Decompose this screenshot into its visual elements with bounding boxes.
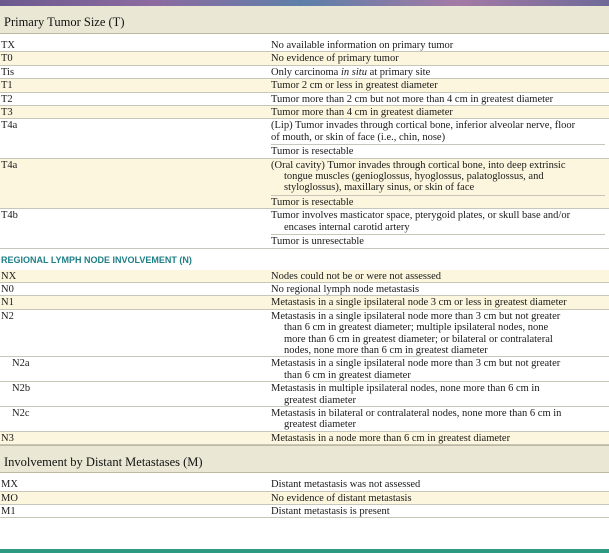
stage-description: No evidence of primary tumor bbox=[271, 53, 399, 65]
stage-description: Metastasis in multiple ipsilateral nodes, none more than 6 cm in greatest diameter bbox=[271, 383, 540, 406]
section-title-tumor: Primary Tumor Size (T) bbox=[4, 15, 125, 29]
stage-description: Tumor involves masticator space, pterygoid plates, or skull base and/or encases internal carotid artery Tumor is unresectable bbox=[271, 209, 609, 247]
stage-description: No regional lymph node metastasis bbox=[271, 283, 420, 295]
stage-description: Metastasis in a node more than 6 cm in greatest diameter bbox=[271, 432, 511, 444]
table-row-mx bbox=[0, 478, 609, 491]
table-row-t3 bbox=[0, 106, 609, 119]
section-header-nodes bbox=[0, 249, 609, 270]
stage-description: Metastasis in a single ipsilateral node more than 3 cm but not greater than 6 cm in greatest diameter; multiple ipsilateral nodes, none more than 6 cm in greatest diameter; or bilateral or contralateral nodes, none more than 6 cm in greatest diameter bbox=[271, 310, 561, 356]
resectability-note: Tumor is unresectable bbox=[271, 234, 605, 247]
stage-code: N2c bbox=[12, 407, 30, 419]
stage-code: N2b bbox=[12, 383, 31, 395]
stage-description: No evidence of distant metastasis bbox=[271, 492, 412, 504]
table-row-t4a-oral bbox=[0, 159, 609, 210]
stage-code: Tis bbox=[1, 66, 15, 78]
table-row-t1 bbox=[0, 79, 609, 92]
stage-code: T4b bbox=[1, 210, 18, 222]
stage-description: (Oral cavity) Tumor invades through cortical bone, into deep extrinsic tongue muscles (genioglossus, hyoglossus, palatoglossus, and styloglossus), maxillary sinus, or skin of face Tumor is resectable bbox=[271, 159, 609, 209]
table-row-n2c bbox=[0, 407, 609, 432]
stage-code: N2a bbox=[12, 358, 30, 370]
stage-description: Nodes could not be or were not assessed bbox=[271, 270, 441, 282]
stage-description: No available information on primary tumor bbox=[271, 40, 454, 51]
stage-code: N2 bbox=[1, 310, 14, 322]
stage-code: N1 bbox=[1, 297, 14, 309]
section-title-metastases: Involvement by Distant Metastases (M) bbox=[4, 455, 203, 470]
table-row-n2a bbox=[0, 357, 609, 382]
table-row-n1 bbox=[0, 296, 609, 309]
table-row-t0 bbox=[0, 52, 609, 65]
resectability-note: Tumor is resectable bbox=[271, 195, 605, 208]
table-row-n3 bbox=[0, 432, 609, 445]
stage-description: (Lip) Tumor invades through cortical bone, inferior alveolar nerve, floor of mouth, or skin of face (i.e., chin, nose) Tumor is resectable bbox=[271, 119, 609, 157]
table-row-t4b bbox=[0, 209, 609, 248]
tnm-staging-table bbox=[0, 6, 609, 518]
stage-code: T4a bbox=[1, 159, 18, 171]
stage-code: MO bbox=[1, 492, 18, 504]
table-row-m0 bbox=[0, 492, 609, 505]
table-row-n0 bbox=[0, 283, 609, 296]
table-row-tx bbox=[0, 39, 609, 52]
stage-code: MX bbox=[1, 479, 18, 491]
table-row-n2 bbox=[0, 310, 609, 358]
stage-description: Metastasis in bilateral or contralateral nodes, none more than 6 cm in greatest diameter bbox=[271, 407, 562, 431]
stage-description: Distant metastasis is present bbox=[271, 506, 390, 517]
stage-code: N0 bbox=[1, 283, 14, 295]
table-row-nx bbox=[0, 270, 609, 283]
stage-description: Tumor more than 2 cm but not more than 4 cm in greatest diameter bbox=[271, 93, 554, 105]
bottom-decorative-strip bbox=[0, 549, 609, 553]
resectability-note: Tumor is resectable bbox=[271, 144, 605, 157]
stage-code: N3 bbox=[1, 432, 14, 444]
stage-description: Tumor 2 cm or less in greatest diameter bbox=[271, 80, 438, 92]
table-row-t4a-lip bbox=[0, 119, 609, 158]
table-row-n2b bbox=[0, 382, 609, 407]
stage-description: Metastasis in a single ipsilateral node 3 cm or less in greatest diameter bbox=[271, 297, 567, 309]
stage-description: Only carcinoma in situ at primary site bbox=[271, 66, 431, 78]
stage-description: Distant metastasis was not assessed bbox=[271, 479, 421, 491]
section-header-tumor bbox=[0, 6, 609, 34]
stage-code: T4a bbox=[1, 120, 18, 132]
table-row-tis bbox=[0, 66, 609, 79]
stage-code: T3 bbox=[1, 107, 13, 119]
stage-code: M1 bbox=[1, 506, 16, 517]
stage-description: Metastasis in a single ipsilateral node more than 3 cm but not greater than 6 cm in greatest diameter bbox=[271, 358, 561, 381]
table-row-t2 bbox=[0, 93, 609, 106]
stage-code: T0 bbox=[1, 53, 13, 65]
stage-code: TX bbox=[1, 40, 15, 51]
section-header-metastases bbox=[0, 445, 609, 473]
stage-code: T1 bbox=[1, 80, 13, 92]
stage-code: T2 bbox=[1, 93, 13, 105]
table-row-m1 bbox=[0, 505, 609, 518]
stage-code: NX bbox=[1, 270, 17, 282]
stage-description: Tumor more than 4 cm in greatest diameter bbox=[271, 107, 453, 119]
section-title-nodes: REGIONAL LYMPH NODE INVOLVEMENT (N) bbox=[1, 254, 192, 265]
